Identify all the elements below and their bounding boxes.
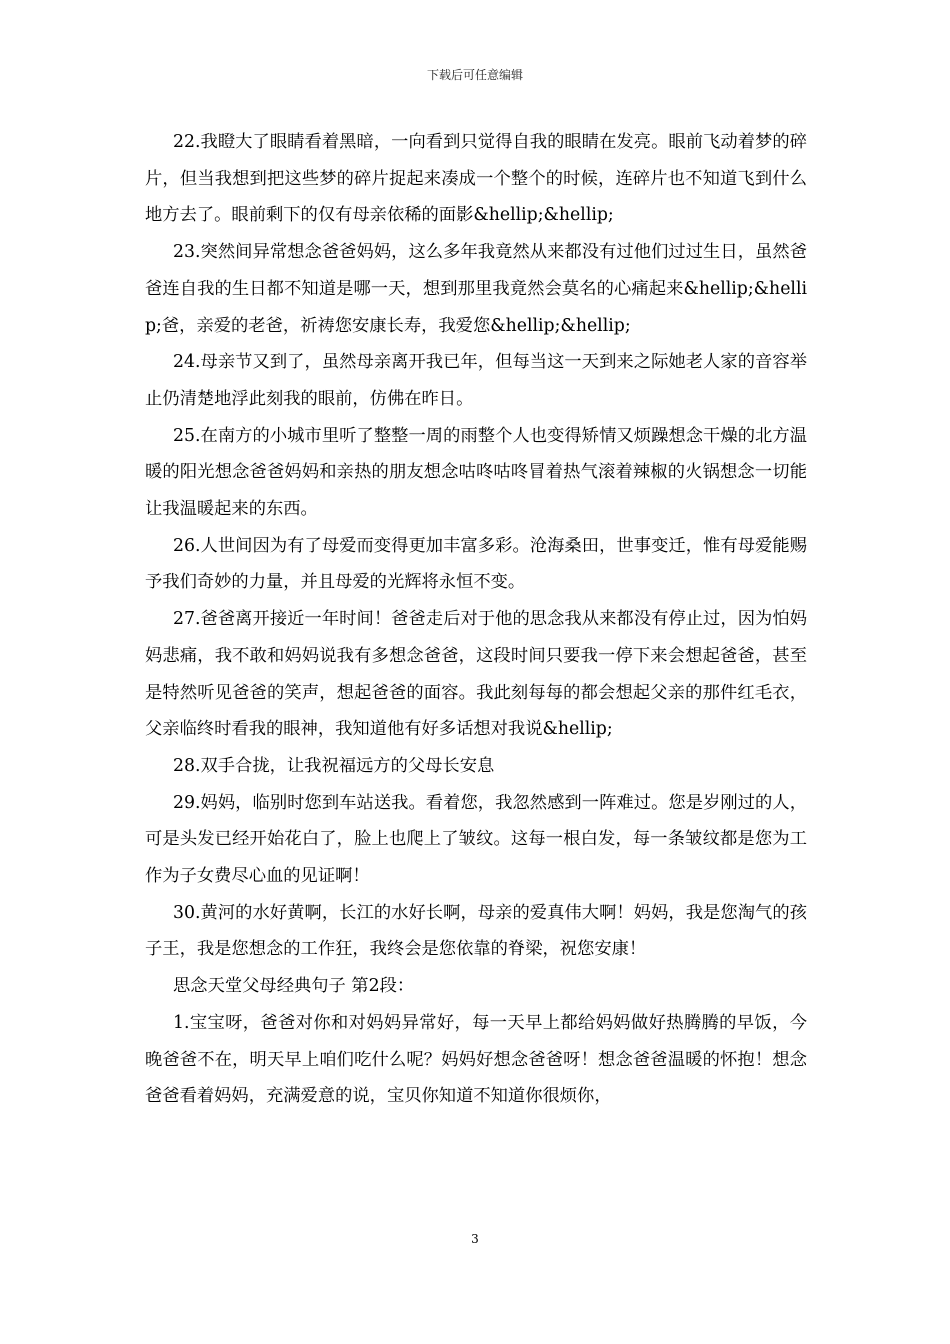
paragraph: 26.人世间因为有了母爱而变得更加丰富多彩。沧海桑田，世事变迁，惟有母爱能赐予我们奇妙的力量，并且母爱的光辉将永恒不变。 bbox=[145, 535, 807, 593]
page-number: 3 bbox=[471, 1232, 479, 1246]
paragraph: 25.在南方的小城市里听了整整一周的雨整个人也变得矫情又烦躁想念干燥的北方温暖的阳光想念爸爸妈妈和亲热的朋友想念咕咚咕咚冒着热气滚着辣椒的火锅想念一切能让我温暖起来的东西。 bbox=[145, 425, 807, 520]
document-body bbox=[145, 124, 807, 1115]
paragraph: 29.妈妈，临别时您到车站送我。看着您，我忽然感到一阵难过。您是岁刚过的人，可是头发已经开始花白了，脸上也爬上了皱纹。这每一根白发，每一条皱纹都是您为工作为子女费尽心血的见证啊！ bbox=[145, 792, 807, 887]
paragraph: 23.突然间异常想念爸爸妈妈，这么多年我竟然从来都没有过他们过过生日，虽然爸爸连自我的生日都不知道是哪一天，想到那里我竟然会莫名的心痛起来&hellip;&hellip;爸，亲爱的老爸，祈祷您安康长寿，我爱您&hellip;&hellip; bbox=[145, 242, 807, 336]
paragraph: 22.我瞪大了眼睛看着黑暗，一向看到只觉得自我的眼睛在发亮。眼前飞动着梦的碎片，但当我想到把这些梦的碎片捉起来凑成一个整个的时候，连碎片也不知道飞到什么地方去了。眼前剩下的仅有母亲依稀的面影&hellip;&hellip; bbox=[145, 132, 807, 226]
paragraph: 28.双手合拢，让我祝福远方的父母长安息 bbox=[173, 755, 495, 776]
paragraph: 27.爸爸离开接近一年时间！爸爸走后对于他的思念我从来都没有停止过，因为怕妈妈悲痛，我不敢和妈妈说我有多想念爸爸，这段时间只要我一停下来会想起爸爸，甚至是特然听见爸爸的笑声，想起爸爸的面容。我此刻每每的都会想起父亲的那件红毛衣，父亲临终时看我的眼神，我知道他有好多话想对我说&hellip; bbox=[145, 609, 807, 740]
paragraph: 24.母亲节又到了，虽然母亲离开我已年，但每当这一天到来之际她老人家的音容举止仍清楚地浮此刻我的眼前，仿佛在昨日。 bbox=[145, 352, 807, 409]
paragraph: 1.宝宝呀，爸爸对你和对妈妈异常好，每一天早上都给妈妈做好热腾腾的早饭，今晚爸爸不在，明天早上咱们吃什么呢？妈妈好想念爸爸呀！想念爸爸温暖的怀抱！想念爸爸看着妈妈，充满爱意的说，宝贝你知道不知道你很烦你， bbox=[145, 1012, 807, 1107]
paragraph: 30.黄河的水好黄啊，长江的水好长啊，母亲的爱真伟大啊！妈妈，我是您淘气的孩子王，我是您想念的工作狂，我终会是您依靠的脊梁，祝您安康！ bbox=[145, 902, 807, 960]
page-header: 下载后可任意编辑 bbox=[426, 68, 523, 82]
section-heading: 思念天堂父母经典句子 第2段： bbox=[173, 976, 415, 997]
